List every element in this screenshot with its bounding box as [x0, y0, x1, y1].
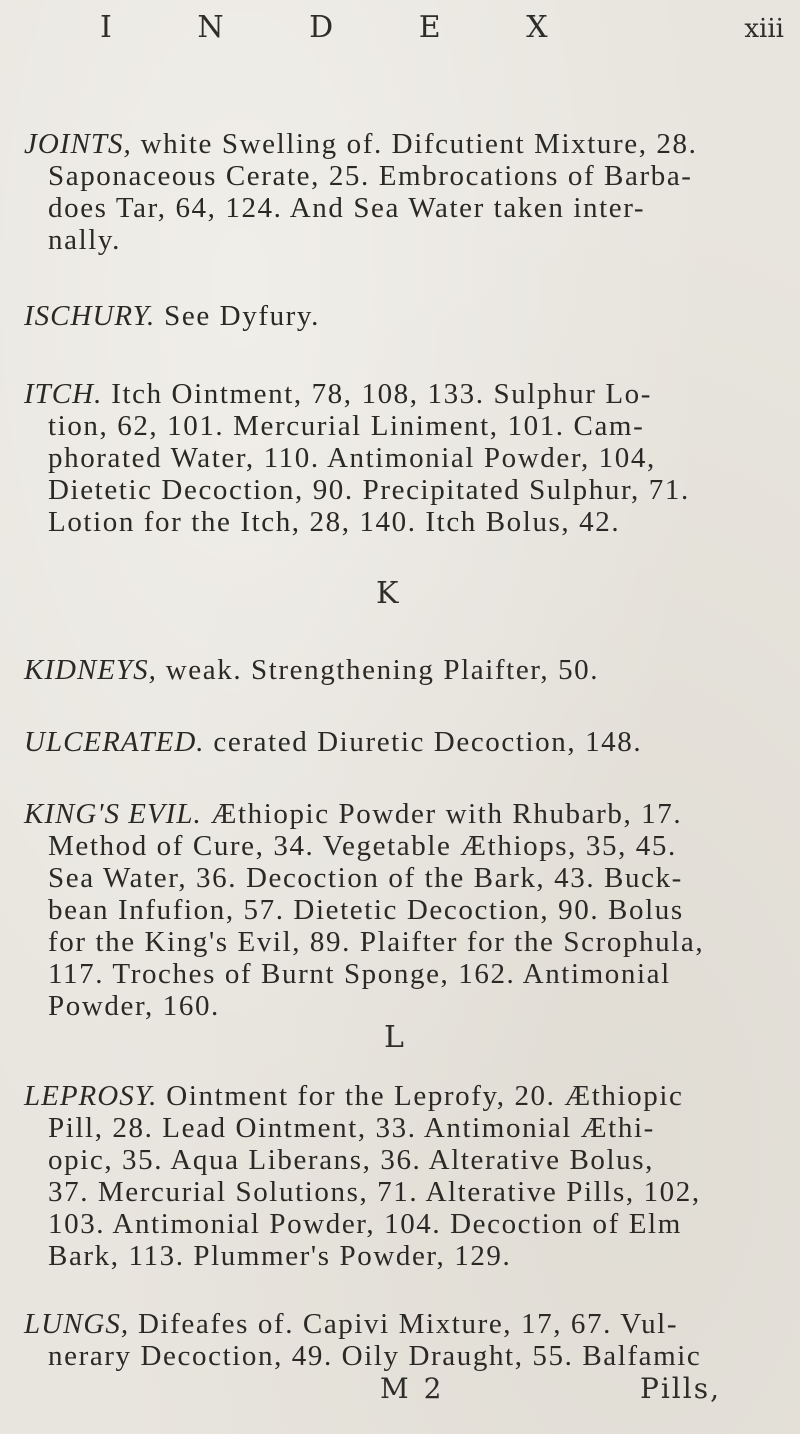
index-entry-kidneys	[24, 654, 774, 686]
entry-line: Method of Cure, 34. Vegetable Æthiops, 35, 45.	[48, 830, 677, 862]
entry-line: 117. Troches of Burnt Sponge, 162. Antimonial	[48, 958, 671, 990]
entry-line: 103. Antimonial Powder, 104. Decoction of Elm	[48, 1208, 682, 1240]
index-entry-ischury	[24, 300, 774, 332]
entry-line: for the King's Evil, 89. Plaifter for the Scrophula,	[48, 926, 705, 958]
entry-line: tion, 62, 101. Mercurial Liniment, 101. Cam-	[48, 410, 645, 442]
entry-heading: LEPROSY.	[24, 1080, 158, 1112]
catchword: Pills,	[640, 1372, 721, 1405]
section-letter-k: K	[376, 576, 399, 611]
entry-heading: LUNGS,	[24, 1308, 130, 1340]
entry-heading: ITCH.	[24, 378, 103, 410]
entry-line: opic, 35. Aqua Liberans, 36. Alterative Bolus,	[48, 1144, 654, 1176]
index-entry-kings-evil	[24, 798, 774, 1022]
index-entry-joints	[24, 128, 774, 256]
index-entry-ulcerated	[24, 726, 774, 758]
entry-line: Bark, 113. Plummer's Powder, 129.	[48, 1240, 512, 1272]
entry-line: Dietetic Decoction, 90. Precipitated Sulphur, 71.	[48, 474, 690, 506]
entry-heading: ULCERATED.	[24, 726, 205, 758]
entry-line: bean Infufion, 57. Dietetic Decoction, 90. Bolus	[48, 894, 684, 926]
entry-line: Sea Water, 36. Decoction of the Bark, 43. Buck-	[48, 862, 683, 894]
entry-line: phorated Water, 110. Antimonial Powder, 104,	[48, 442, 656, 474]
signature-mark: M 2	[380, 1372, 445, 1405]
entry-line: Lotion for the Itch, 28, 140. Itch Bolus, 42.	[48, 506, 621, 538]
entry-line: Pill, 28. Lead Ointment, 33. Antimonial Æthi-	[48, 1112, 655, 1144]
entry-line: See Dyfury.	[164, 300, 321, 332]
index-entry-lungs	[24, 1308, 774, 1372]
index-entry-itch	[24, 378, 774, 538]
entry-line: 37. Mercurial Solutions, 71. Alterative Pills, 102,	[48, 1176, 701, 1208]
entry-heading: KIDNEYS,	[24, 654, 157, 686]
index-entry-leprosy	[24, 1080, 774, 1272]
entry-line: white Swelling of. Difcutient Mixture, 28.	[140, 128, 698, 160]
entry-line: weak. Strengthening Plaifter, 50.	[165, 654, 600, 686]
entry-heading: KING'S EVIL.	[24, 798, 202, 830]
entry-line: cerated Diuretic Decoction, 148.	[213, 726, 643, 758]
entry-heading: JOINTS,	[24, 128, 132, 160]
entry-line: Æthiopic Powder with Rhubarb, 17.	[210, 798, 683, 830]
running-head: I N D E X	[100, 10, 586, 45]
entry-heading: ISCHURY.	[24, 300, 156, 332]
entry-line: Ointment for the Leprofy, 20. Æthiopic	[166, 1080, 684, 1112]
page-number: xiii	[744, 14, 784, 44]
entry-line: nally.	[48, 224, 121, 256]
entry-line: nerary Decoction, 49. Oily Draught, 55. Balfamic	[48, 1340, 702, 1372]
entry-line: Difeafes of. Capivi Mixture, 17, 67. Vul-	[137, 1308, 679, 1340]
section-letter-l: L	[384, 1020, 404, 1055]
entry-line: Saponaceous Cerate, 25. Embrocations of Barba-	[48, 160, 693, 192]
entry-line: Powder, 160.	[48, 990, 220, 1022]
entry-line: does Tar, 64, 124. And Sea Water taken inter-	[48, 192, 646, 224]
entry-line: Itch Ointment, 78, 108, 133. Sulphur Lo-	[111, 378, 653, 410]
